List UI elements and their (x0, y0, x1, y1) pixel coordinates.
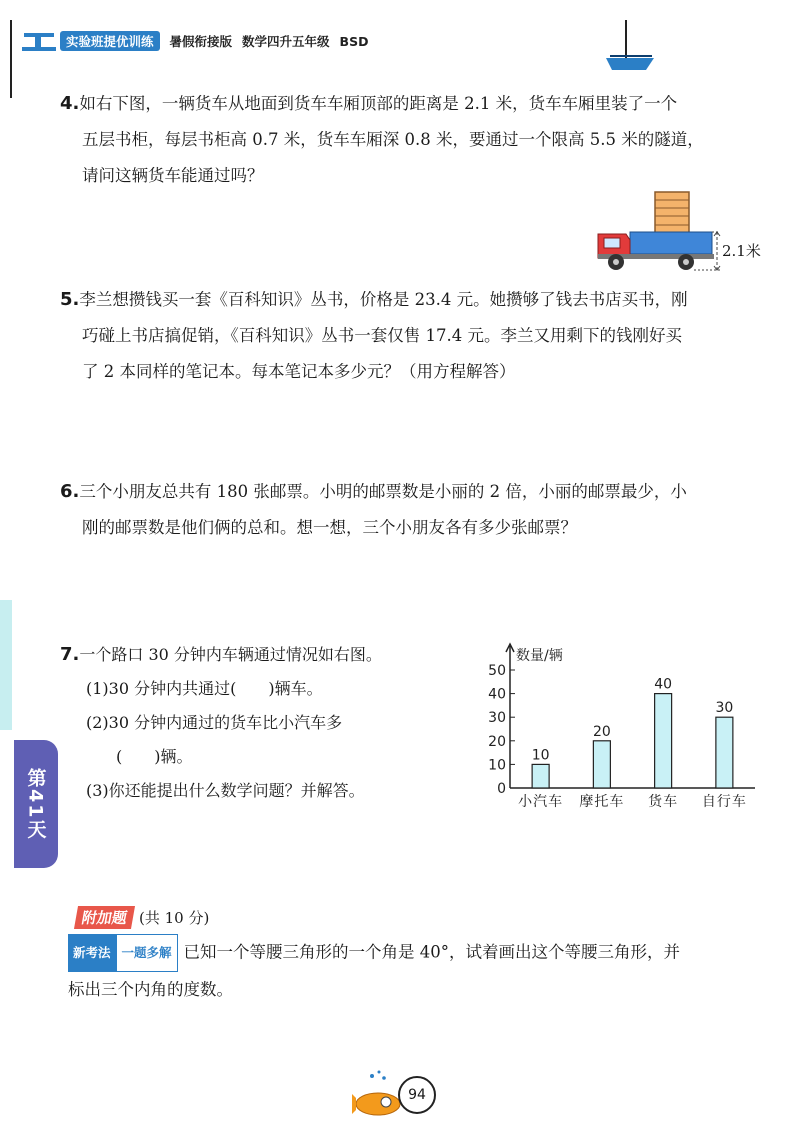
running-header (60, 30, 450, 52)
y-axis-label: 数量/辆 (516, 648, 563, 664)
question-text-line: 了 2 本同样的笔记本。每本笔记本多少元？（用方程解答） (82, 362, 516, 381)
bonus-header (76, 904, 209, 930)
x-tick-label: 摩托车 (579, 794, 625, 810)
bar-value-label: 30 (715, 700, 734, 717)
x-tick-label: 自行车 (701, 794, 747, 810)
bar (532, 764, 549, 788)
question-4 (60, 86, 704, 194)
question-number: 6. (60, 481, 80, 502)
y-tick-label: 10 (488, 757, 506, 774)
question-text-line: 巧碰上书店搞促销，《百科知识》丛书一套仅售 17.4 元。李兰又用剩下的钱刚好买 (82, 326, 682, 345)
page-number: 94 (398, 1076, 436, 1114)
bonus-badge: 附加题 (74, 906, 135, 929)
question-text-line: 李兰想攒钱买一套《百科知识》丛书，价格是 23.4 元。她攒够了钱去书店买书，刚 (79, 290, 688, 309)
y-tick-label: 0 (497, 781, 506, 797)
x-tick-label: 小汽车 (518, 794, 564, 810)
y-tick-label: 30 (488, 710, 506, 727)
bonus-text-line: 标出三个内角的度数。 (68, 980, 233, 999)
multi-solution-tag: 一题多解 (116, 934, 178, 972)
sub-question: (2)30 分钟内通过的货车比小汽车多 (86, 713, 343, 732)
bar-value-label: 20 (592, 723, 611, 740)
bar (655, 694, 672, 788)
sub-question: (1)30 分钟内共通过( )辆车。 (86, 679, 323, 698)
question-text-line: 五层书柜，每层书柜高 0.7 米，货车车厢深 0.8 米，要通过一个限高 5.5 米的隧道， (82, 130, 704, 149)
bonus-tags (68, 934, 178, 972)
question-intro: 一个路口 30 分钟内车辆通过情况如右图。 (79, 645, 382, 664)
y-tick-label: 40 (488, 686, 506, 703)
margin-rule (10, 20, 12, 98)
bar (593, 741, 610, 788)
series-title: 实验班提优训练 (60, 31, 160, 51)
y-tick-label: 20 (488, 733, 506, 750)
question-text-line: 三个小朋友总共有 180 张邮票。小明的邮票数是小丽的 2 倍，小丽的邮票最少，小 (79, 482, 687, 501)
new-method-tag: 新考法 (68, 934, 116, 972)
question-number: 4. (60, 93, 80, 114)
publisher-code: BSD (339, 33, 369, 49)
question-text-line: 请问这辆货车能通过吗？ (82, 166, 264, 185)
question-number: 5. (60, 289, 80, 310)
question-text-line: 如右下图，一辆货车从地面到货车车厢顶部的距离是 2.1 米，货车车厢里装了一个 (79, 94, 678, 113)
series-logo-icon (20, 30, 60, 54)
truck-figure (590, 188, 780, 278)
truck-icon (598, 232, 714, 270)
bonus-points: (共 10 分) (139, 908, 210, 927)
bar-value-label: 40 (654, 676, 673, 693)
bar (716, 717, 733, 788)
truck-height-label: 2.1米 (722, 242, 761, 260)
x-tick-label: 货车 (648, 794, 679, 810)
sub-question: (3)你还能提出什么数学问题？并解答。 (86, 781, 365, 800)
y-tick-label: 50 (488, 663, 506, 679)
submarine-icon (352, 1068, 404, 1120)
edition-label: 暑假衔接版 (169, 34, 233, 49)
question-7 (60, 638, 382, 808)
subject-label: 数学四升五年级 (242, 34, 330, 49)
sailboat-icon (600, 18, 660, 74)
question-6 (60, 474, 687, 546)
question-5 (60, 282, 688, 390)
bonus-question (68, 934, 680, 1008)
sub-question: ( )辆。 (116, 747, 193, 766)
day-tab-label: 第41天 (24, 767, 47, 841)
day-tab (14, 740, 58, 868)
question-text-line: 刚的邮票数是他们俩的总和。想一想，三个小朋友各有多少张邮票？ (82, 518, 577, 537)
bookcase-icon (655, 192, 689, 234)
bar-value-label: 10 (531, 747, 550, 764)
margin-color-strip (0, 600, 12, 730)
bonus-text-line: 已知一个等腰三角形的一个角是 40°，试着画出这个等腰三角形，并 (183, 942, 681, 962)
question-number: 7. (60, 644, 80, 665)
vehicle-bar-chart (470, 640, 770, 815)
